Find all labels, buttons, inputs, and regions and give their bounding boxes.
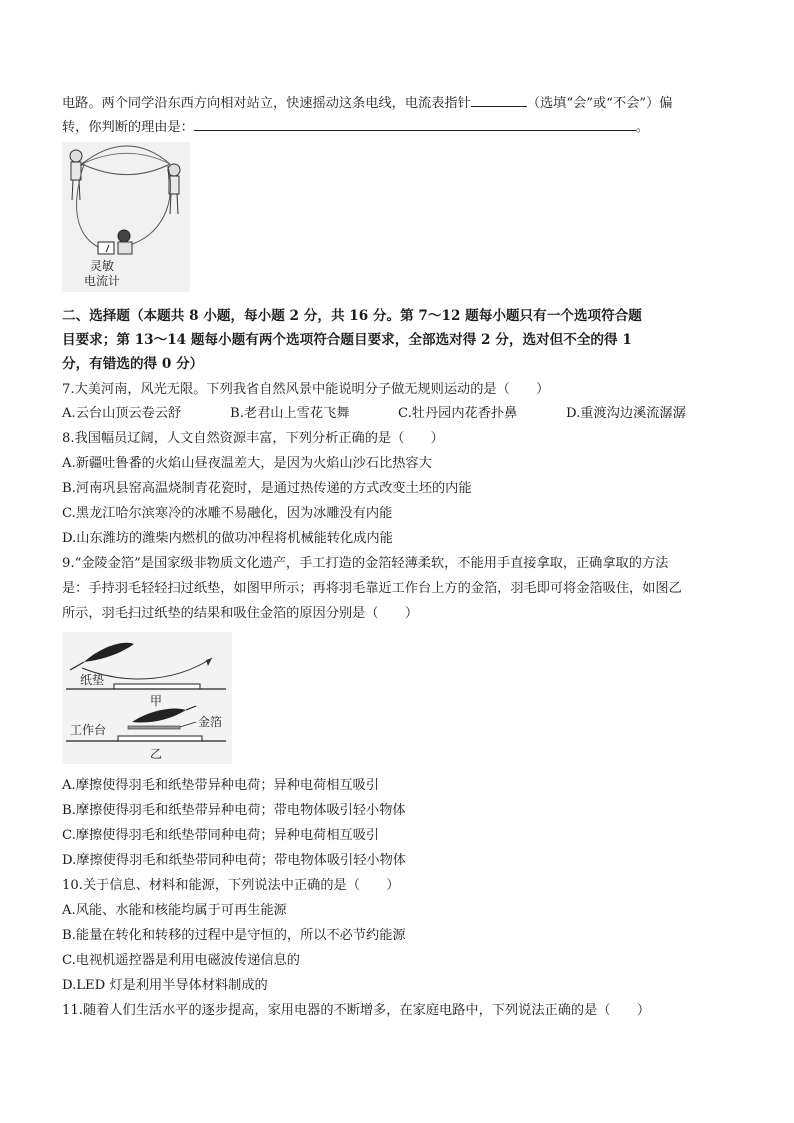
label-work-table: 工作台 <box>70 723 107 737</box>
q7-option-d[interactable]: D.重渡沟边溪流潺潺 <box>566 406 686 421</box>
paper-pad <box>114 684 200 689</box>
q10-stem: 10.关于信息、材料和能源，下列说法中正确的是（ ） <box>62 878 400 893</box>
rope-swing-figure <box>62 142 190 292</box>
section2-heading-2: 目要求；第 13～14 题每小题有两个选项符合题目要求，全部选对得 2 分，选对但不全的得 1 <box>62 332 632 348</box>
q6-text-2b: 。 <box>635 120 650 135</box>
q6-line-2 <box>62 116 649 138</box>
q6-answer-blank-2[interactable] <box>194 116 636 131</box>
q11-stem: 11.随着人们生活水平的逐步提高，家用电器的不断增多，在家庭电路中，下列说法正确的是（ ） <box>62 1003 651 1018</box>
q9-option-c[interactable]: C.摩擦使得羽毛和纸垫带同种电荷；异种电荷相互吸引 <box>62 828 380 843</box>
q8-option-b[interactable]: B.河南巩县窑高温烧制青花瓷时，是通过热传递的方式改变土坯的内能 <box>62 481 472 496</box>
q6-text-2a: 转，你判断的理由是： <box>62 120 194 135</box>
q9-stem-2: 是：手持羽毛轻轻扫过纸垫，如图甲所示；再将羽毛靠近工作台上方的金箔，羽毛即可将金箔吸住，如图乙 <box>62 581 682 596</box>
q10-option-c[interactable]: C.电视机遥控器是利用电磁波传递信息的 <box>62 953 300 968</box>
q8-option-c[interactable]: C.黑龙江哈尔滨寒冷的冰雕不易融化，因为冰雕没有内能 <box>62 506 393 521</box>
work-table <box>118 736 202 741</box>
label-gold-foil: 金箔 <box>198 715 223 729</box>
q6-text-1b: （选填“会”或“不会”）偏 <box>526 96 673 111</box>
gold-foil <box>128 726 180 729</box>
q8-option-d[interactable]: D.山东潍坊的潍柴内燃机的做功冲程将机械能转化成内能 <box>62 531 393 546</box>
gold-foil-figure <box>62 632 232 764</box>
section2-heading-3: 分，有错选的得 0 分） <box>62 356 204 372</box>
q9-option-a[interactable]: A.摩擦使得羽毛和纸垫带异种电荷；异种电荷相互吸引 <box>62 778 380 793</box>
q10-option-d[interactable]: D.LED 灯是利用半导体材料制成的 <box>62 978 268 993</box>
q9-stem-1: 9.“金陵金箔”是国家级非物质文化遗产，手工打造的金箔轻薄柔软，不能用手直接拿取，正确拿取的方法 <box>62 556 669 571</box>
label-jia: 甲 <box>150 694 163 708</box>
label-yi: 乙 <box>150 747 163 761</box>
figure-label-sensitive: 灵敏 <box>90 259 115 273</box>
label-paper-pad: 纸垫 <box>80 673 105 687</box>
q10-option-b[interactable]: B.能量在转化和转移的过程中是守恒的，所以不必节约能源 <box>62 928 406 943</box>
galvanometer-icon <box>98 242 114 254</box>
q7-option-c[interactable]: C.牡丹园内花香扑鼻 <box>398 406 518 421</box>
section2-heading-1: 二、选择题（本题共 8 小题，每小题 2 分，共 16 分。第 7～12 题每小题只有一个选项符合题 <box>62 308 642 324</box>
q8-option-a[interactable]: A.新疆吐鲁番的火焰山昼夜温差大，是因为火焰山沙石比热容大 <box>62 456 432 471</box>
q7-option-a[interactable]: A.云台山顶云卷云舒 <box>62 406 182 421</box>
q9-option-d[interactable]: D.摩擦使得羽毛和纸垫带同种电荷；带电物体吸引轻小物体 <box>62 853 406 868</box>
q6-line-1 <box>62 92 672 114</box>
q7-stem: 7.大美河南，风光无限。下列我省自然风景中能说明分子做无规则运动的是（ ） <box>62 382 550 397</box>
q7-options <box>62 404 686 424</box>
figure-background <box>62 632 232 764</box>
q6-text-1a: 电路。两个同学沿东西方向相对站立，快速摇动这条电线，电流表指针 <box>62 96 471 111</box>
q7-option-b[interactable]: B.老君山上雪花飞舞 <box>230 406 350 421</box>
q10-option-a[interactable]: A.风能、水能和核能均属于可再生能源 <box>62 903 287 918</box>
figure-label-galvanometer: 电流计 <box>84 274 121 288</box>
q9-stem-3: 所示，羽毛扫过纸垫的结果和吸住金箔的原因分别是（ ） <box>62 606 419 621</box>
q9-option-b[interactable]: B.摩擦使得羽毛和纸垫带异种电荷；带电物体吸引轻小物体 <box>62 803 406 818</box>
q8-stem: 8.我国幅员辽阔，人文自然资源丰富，下列分析正确的是（ ） <box>62 431 444 446</box>
q6-answer-blank-1[interactable] <box>471 92 527 107</box>
